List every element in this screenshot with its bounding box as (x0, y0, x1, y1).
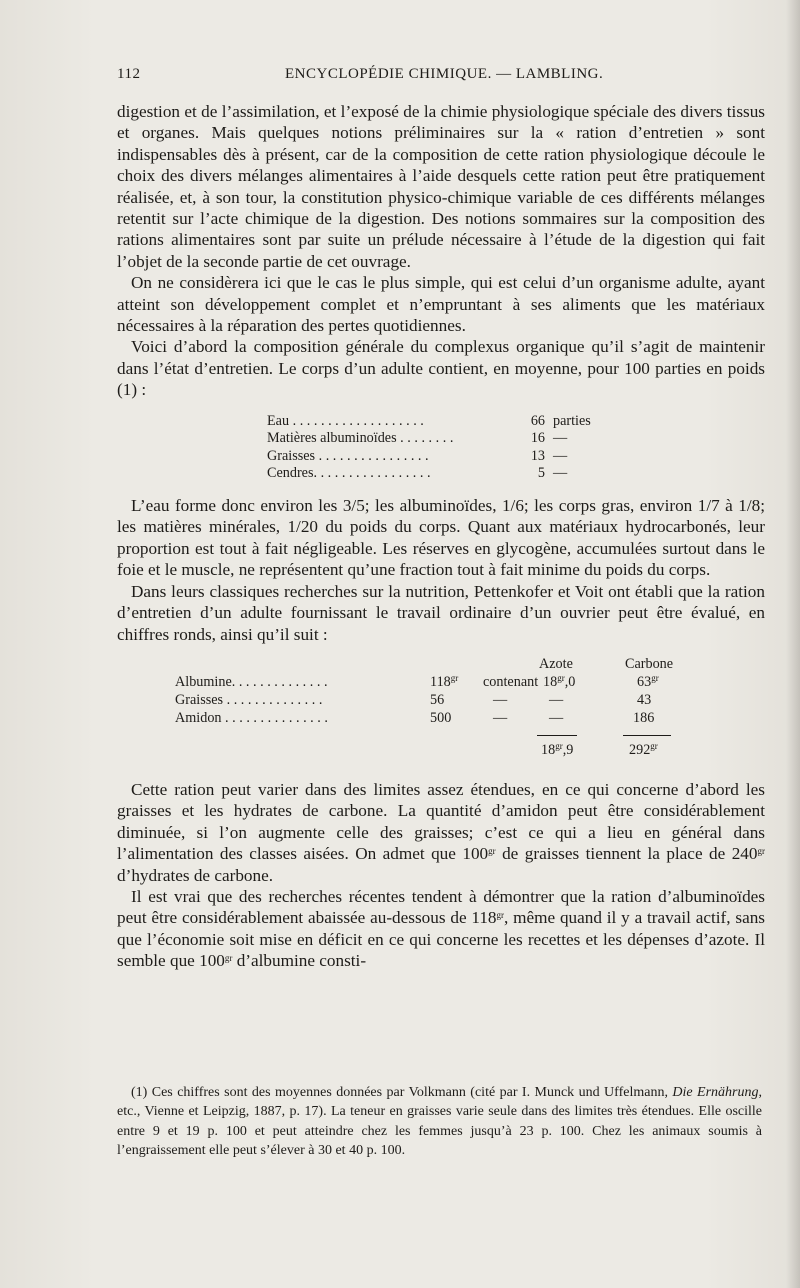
row-label: Albumine. . . . . . . . . . . . . . (175, 673, 328, 690)
footnote-text: , etc., Vienne et Leipzig, 1887, p. 17). La teneur en graisses varie seule dans des limites très étendues. Elle oscille entre 9 et 19 p. 100 et peut atteindre chez les femmes jusqu’à 23 p. 100. Chez les animaux soumis à l’engraissement elle peut s’élever à 30 et 40 p. 100. (117, 1085, 762, 1159)
row-unit: parties (553, 412, 591, 429)
body-composition-table (267, 413, 765, 483)
row-amount: $118^{gr}$ (430, 672, 459, 690)
row-label: Cendres. . . . . . . . . . . . . . . . . (267, 465, 431, 482)
page-number: 112 (117, 66, 141, 82)
paragraph: On ne considèrera ici que le cas le plus simple, qui est celui d’un organisme adulte, ayant atteint son développement complet et n’empruntant à ses aliments que les matériaux nécessaires à la réparation des pertes quotidiennes. (117, 273, 765, 336)
row-carbone: $63^{gr}$ (637, 672, 659, 690)
row-value: 5 (537, 465, 545, 482)
paragraph: Cette ration peut varier dans des limites assez étendues, en ce qui concerne d’abord les graisses et les hydrates de carbone. La quantité d’amidon peut être considérablement diminuée, si l’on augmente celle des graisses; c’est ce qui a lieu en général dans l’alimentation des classes aisées. On admet que $100^{gr}$ de graisses tiennent la place de $240^{gr}$ d’hydrates de carbone. (117, 779, 765, 885)
row-contenant: — (493, 709, 508, 726)
row-unit: — (553, 430, 568, 447)
sum-rule-azote (537, 735, 577, 736)
total-azote: $18^{gr},9$ (541, 740, 574, 758)
row-label: Amidon . . . . . . . . . . . . . . . (175, 709, 328, 726)
footnotes (117, 1083, 762, 1161)
sum-rule-carbone (623, 735, 671, 736)
footnote-text: (1) Ces chiffres sont des moyennes données par Volkmann (cité par I. Munck und Uffelmann, (131, 1085, 673, 1100)
row-label: Matières albuminoïdes . . . . . . . . (267, 430, 454, 447)
row-value: 16 (530, 430, 545, 447)
row-azote: — (549, 709, 564, 726)
row-carbone: 43 (637, 691, 652, 708)
row-amount: 500 (430, 709, 452, 726)
table-row (267, 430, 765, 448)
paragraph: Dans leurs classiques recherches sur la nutrition, Pettenkofer et Voit ont établi que la ration d’entretien d’un adulte fournissant le travail ordinaire d’un ouvrier peut être évalué, en chiffres ronds, ainsi qu’il suit : (117, 581, 765, 644)
paragraph: Il est vrai que des recherches récentes tendent à démontrer que la ration d’albuminoïdes peut être considérablement abaissée au-dessous de $118^{gr}$, même quand il y a travail actif, sans que l’économie soit mise en déficit en ce qui concerne les recettes et les dépenses d’azote. Il semble que $100^{gr}$ d’albumine consti- (117, 886, 765, 971)
running-title: ENCYCLOPÉDIE CHIMIQUE. — LAMBLING. (285, 66, 604, 82)
paragraph: digestion et de l’assimilation, et l’exposé de la chimie physiologique spéciale des divers tissus et organes. Mais quelques notions préliminaires sur la « ration d’entretien » sont indispensables dès à présent, car de la composition de cette ration physiologique découle le choix des divers mélanges alimentaires à l’aide desquels cette ration peut être pratiquement réalisée, et, à son tour, la constitution physico-chimique variable de ces différents mélanges retentit sur l’acte chimique de la digestion. Des notions sommaires sur la composition des rations alimentaires sont par suite un prélude nécessaire à l’étude de la digestion qui fait l’objet de la seconde partie de cet ouvrage. (117, 102, 765, 271)
row-label: Graisses . . . . . . . . . . . . . . (175, 691, 323, 708)
table-row (267, 465, 765, 483)
row-label: Graisses . . . . . . . . . . . . . . . . (267, 447, 429, 464)
table-row (267, 413, 765, 431)
footnote (117, 1083, 762, 1161)
row-value: 66 (530, 412, 545, 429)
ration-table (117, 655, 765, 767)
row-contenant: — (493, 691, 508, 708)
row-azote: — (549, 691, 564, 708)
row-value: 13 (530, 447, 545, 464)
row-unit: — (553, 447, 568, 464)
column-header-azote: Azote (539, 655, 573, 672)
paragraph: Voici d’abord la composition générale du complexus organique qu’il s’agit de maintenir dans l’état d’entretien. Le corps d’un adulte contient, en moyenne, pour 100 parties en poids (1) : (117, 337, 765, 400)
footnote-cited-title: Die Ernährung (672, 1085, 759, 1100)
column-header-carbone: Carbone (625, 655, 674, 672)
row-carbone: 186 (633, 709, 655, 726)
paragraph: L’eau forme donc environ les 3/5; les albuminoïdes, 1/6; les corps gras, environ 1/7 à 1/8; les matières minérales, 1/20 du poids du corps. Quant aux matériaux hydrocarbonés, leur proportion est tout à fait négligeable. Les réserves en glycogène, accumulées surtout dans le foie et le muscle, ne représentent qu’une fraction tout à fait minime du poids du corps. (117, 496, 765, 580)
row-azote: $18^{gr},0$ (543, 672, 576, 690)
row-label: Eau . . . . . . . . . . . . . . . . . . . (267, 412, 424, 429)
row-unit: — (553, 465, 568, 482)
page-edge-shadow (786, 0, 800, 1288)
total-carbone: $292^{gr}$ (629, 740, 658, 758)
row-contenant: contenant (483, 673, 539, 690)
table-row (267, 448, 765, 466)
main-text (117, 101, 765, 972)
row-amount: 56 (430, 691, 445, 708)
